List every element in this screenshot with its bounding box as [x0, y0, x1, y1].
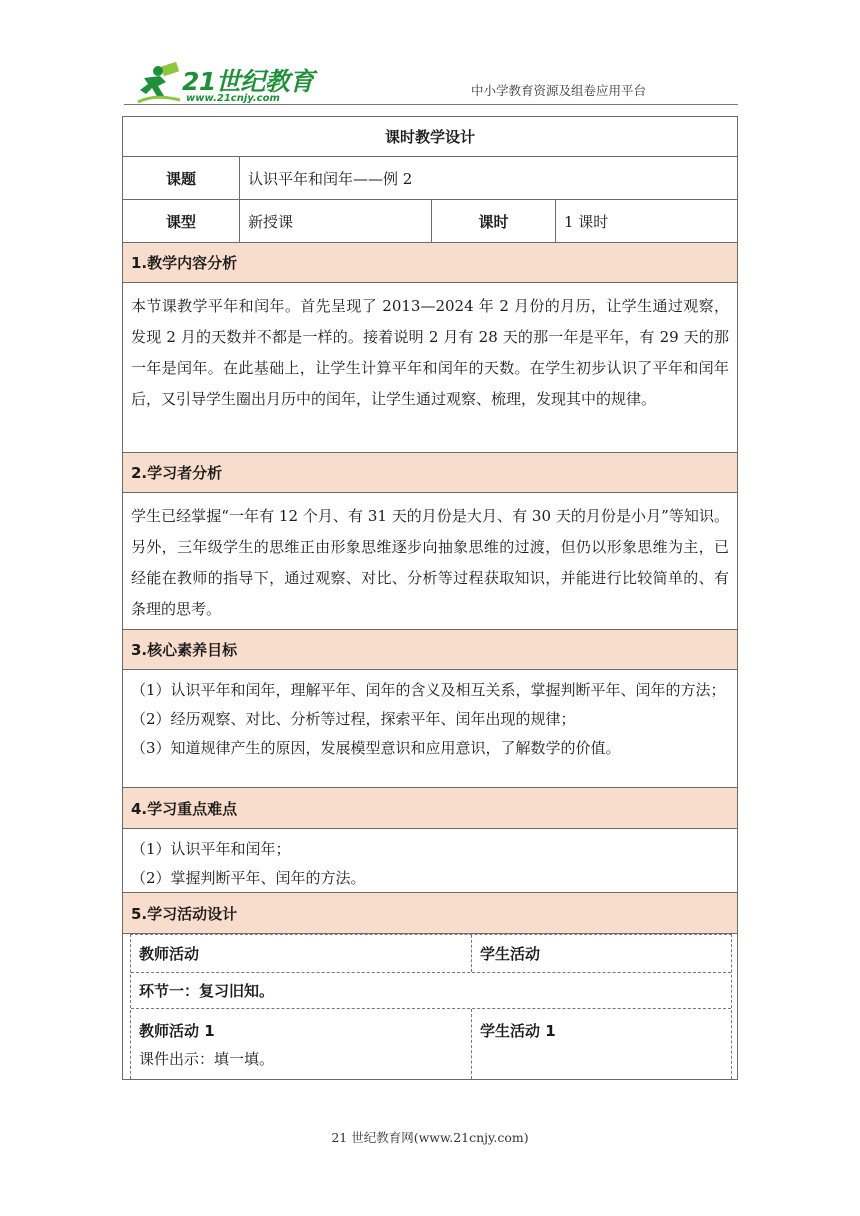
topic-value: 认识平年和闰年——例 2 — [239, 157, 737, 199]
objective-item: （1）认识平年和闰年，理解平年、闰年的含义及相互关系，掌握判断平年、闰年的方法； — [131, 681, 726, 699]
topic-label: 课题 — [165, 169, 196, 188]
platform-name: 中小学教育资源及组卷应用平台 — [470, 83, 646, 98]
student-activity-1-title: 学生活动 1 — [480, 1022, 556, 1040]
section-4-body — [122, 829, 738, 893]
activity-head-row — [131, 935, 731, 973]
stage-1-label — [131, 973, 731, 1008]
section-1-title: 1.教学内容分析 — [123, 243, 737, 282]
section-4-list — [123, 829, 737, 892]
section-3-list — [123, 670, 737, 787]
section-1-header — [122, 243, 738, 283]
section-3-body — [122, 670, 738, 788]
section-2-title: 2.学习者分析 — [123, 453, 737, 492]
table-title: 课时教学设计 — [384, 128, 475, 146]
page-footer: 21 世纪教育网(www.21cnjy.com) — [331, 1130, 529, 1145]
section-2-body — [122, 493, 738, 630]
student-activity-1 — [471, 1009, 731, 1079]
teacher-activity-1-text: 课件出示：填一填。 — [139, 1050, 275, 1068]
type-label: 课型 — [165, 212, 196, 231]
teacher-activity-head: 教师活动 — [139, 945, 200, 963]
section-1-body — [122, 283, 738, 453]
objective-item: （2）经历观察、对比、分析等过程，探索平年、闰年出现的规律； — [131, 710, 576, 728]
section-3-header — [122, 630, 738, 670]
header-divider — [124, 104, 738, 105]
stage-1-text: 环节一：复习旧知。 — [139, 982, 275, 1000]
section-2-text: 学生已经掌握“一年有 12 个月、有 31 天的月份是大月、有 30 天的月份是小月”等知识。另外，三年级学生的思维正由形象思维逐步向抽象思维的过渡，但仍以形象思维为主，已经能在教师的指导下，通过观察、对比、分析等过程获取知识，并能进行比较简单的、有条理的思考。 — [131, 507, 729, 618]
section-3-title: 3.核心素养目标 — [123, 630, 737, 669]
section-1-text: 本节课教学平年和闰年。首先呈现了 2013—2024 年 2 月份的月历，让学生通过观察，发现 2 月的天数并不都是一样的。接着说明 2 月有 28 天的那一年是平年，有 29 天的那一年是闰年。在此基础上，让学生计算平年和闰年的天数。在学生初步认识了平年和闰年后，又引导学生圈出月历中的闰年，让学生通过观察、梳理，发现其中的规律。 — [131, 297, 729, 408]
logo-text: 21世纪教育 — [182, 67, 314, 96]
hours-value: 1 课时 — [555, 200, 737, 242]
section-4-header — [122, 788, 738, 829]
stage-row — [131, 973, 731, 1009]
keypoint-item: （1）认识平年和闰年； — [131, 840, 291, 858]
section-2-header — [122, 453, 738, 493]
keypoint-item: （2）掌握判断平年、闰年的方法。 — [131, 869, 366, 887]
section-4-title: 4.学习重点难点 — [123, 788, 737, 828]
topic-row — [122, 157, 738, 200]
activity-table — [130, 934, 732, 1079]
hours-label: 课时 — [431, 200, 555, 242]
section-5-title: 5.学习活动设计 — [123, 893, 737, 933]
logo — [136, 62, 314, 106]
runner-logo-icon — [136, 62, 184, 106]
type-row — [122, 200, 738, 243]
teacher-activity-1 — [131, 1009, 471, 1079]
student-activity-head: 学生活动 — [471, 935, 731, 972]
logo-url: www.21cnjy.com — [186, 93, 280, 104]
type-value: 新授课 — [239, 200, 431, 242]
page-header — [0, 0, 860, 110]
objective-item: （3）知道规律产生的原因，发展模型意识和应用意识，了解数学的价值。 — [131, 739, 621, 757]
activity-1-row — [131, 1009, 731, 1079]
teacher-activity-1-title: 教师活动 1 — [139, 1022, 215, 1040]
table-title-row — [122, 116, 738, 157]
section-5-header — [122, 893, 738, 934]
